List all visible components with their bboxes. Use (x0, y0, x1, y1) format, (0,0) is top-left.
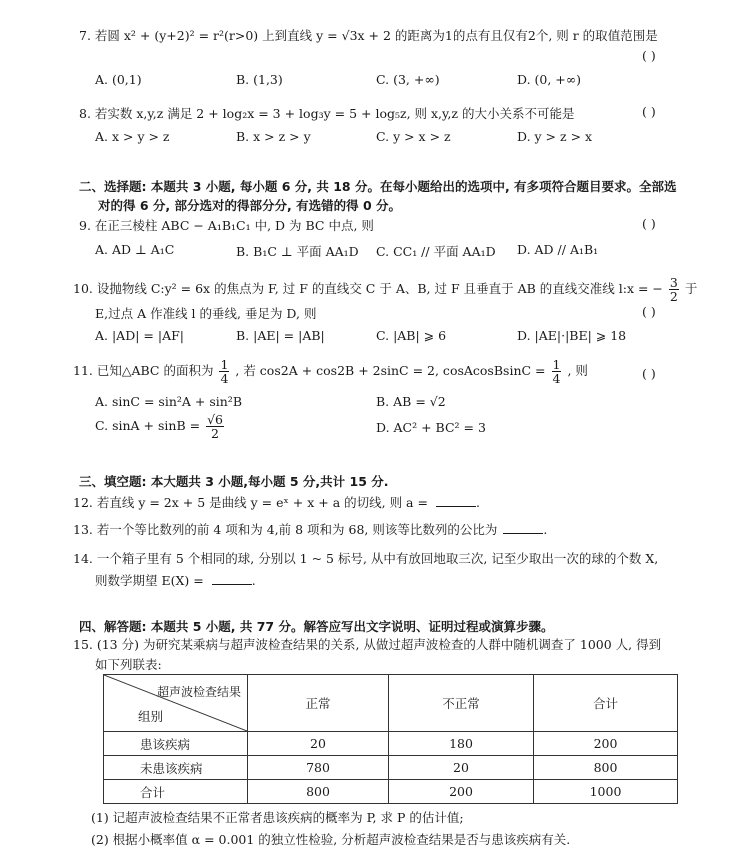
q11-frac1-num: 1 (220, 357, 229, 372)
q7-option-a: A. (0,1) (95, 72, 142, 87)
section-4-heading: 四、解答题: 本题共 5 小题, 共 77 分。解答应写出文字说明、证明过程或演算步骤。 (79, 619, 554, 634)
q10-stem-line2: E,过点 A 作准线 l 的垂线, 垂足为 D, 则 (95, 306, 317, 321)
section-3-heading: 三、填空题: 本大题共 3 小题,每小题 5 分,共计 15 分. (79, 474, 389, 489)
q11-frac2-den: 4 (552, 371, 561, 386)
q13-text: 13. 若一个等比数列的前 4 项和为 4,前 8 项和为 68, 则该等比数列的公比为 (73, 522, 498, 537)
table-cell: 未患该疾病 (104, 756, 248, 780)
q8-option-b: B. x > z > y (236, 129, 311, 144)
q11-option-a: A. sinC = sin²A + sin²B (95, 394, 243, 409)
table-header-row (104, 675, 678, 732)
table-header-cell: 合计 (534, 675, 678, 732)
q9-option-a: A. AD ⊥ A₁C (95, 242, 175, 257)
q10-answer-paren: ( ) (642, 304, 656, 319)
q9-stem: 9. 在正三棱柱 ABC − A₁B₁C₁ 中, D 为 BC 中点, 则 (79, 218, 374, 233)
q11-frac1-den: 4 (220, 371, 229, 386)
q11-fraction-area (219, 358, 229, 385)
q11-answer-paren: ( ) (642, 366, 656, 381)
table-cell: 20 (389, 756, 534, 780)
q11-option-b: B. AB = √2 (376, 394, 446, 409)
q11-option-c-fraction (206, 413, 224, 440)
q14-line1: 14. 一个箱子里有 5 个相同的球, 分别以 1 ~ 5 标号, 从中有放回地取三次, 记至少取出一次的球的个数 X, (73, 551, 659, 566)
q15-sub2: (2) 根据小概率值 α = 0.001 的独立性检验, 分析超声波检查结果是否与患该疾病有关. (91, 832, 571, 847)
section-2-heading-cont: 对的得 6 分, 部分选对的得部分分, 有选错的得 0 分。 (98, 198, 402, 213)
q11-stem-a: 11. 已知△ABC 的面积为 (73, 363, 214, 378)
q15-line1: 15. (13 分) 为研究某乘病与超声波检查结果的关系, 从做过超声波检查的人群中随机调查了 1000 人, 得到 (73, 637, 662, 652)
q8-option-a: A. x > y > z (95, 129, 170, 144)
table-corner-cell (104, 675, 248, 732)
table-cell: 合计 (104, 780, 248, 804)
q10-option-b: B. |AE| = |AB| (236, 328, 325, 343)
q9-option-b: B. B₁C ⊥ 平面 AA₁D (236, 244, 359, 259)
table-cell: 800 (534, 756, 678, 780)
q12-end: . (475, 495, 480, 510)
q11-option-c-num: √6 (207, 412, 223, 427)
q10-option-c: C. |AB| ⩾ 6 (376, 328, 447, 343)
q12-text: 12. 若直线 y = 2x + 5 是曲线 y = eˣ + x + a 的切线, 则 a = (73, 495, 428, 510)
section-2-heading: 二、选择题: 本题共 3 小题, 每小题 6 分, 共 18 分。在每小题给出的选项中, 有多项符合题目要求。全部选 (79, 179, 677, 194)
q8-option-c: C. y > x > z (376, 129, 451, 144)
q15-line2: 如下列联表: (95, 657, 162, 672)
table-cell: 患该疾病 (104, 732, 248, 756)
q7-option-d: D. (0, +∞) (517, 72, 582, 87)
table-cell: 780 (248, 756, 389, 780)
table-cell: 200 (389, 780, 534, 804)
q11-stem-b: , 若 cos2A + cos2B + 2sinC = 2, cosAcosBsinC = (235, 363, 546, 378)
q14-answer-blank[interactable] (212, 571, 252, 585)
table-header-cell: 正常 (248, 675, 389, 732)
q13-answer-blank[interactable] (503, 520, 543, 534)
q8-option-d: D. y > z > x (517, 129, 593, 144)
q11-option-c-den: 2 (211, 426, 219, 441)
table-cell: 1000 (534, 780, 678, 804)
q11-option-c (95, 413, 226, 440)
q11-option-c-text: C. sinA + sinB = (95, 418, 201, 433)
q10-stem-text: 10. 设抛物线 C:y² = 6x 的焦点为 F, 过 F 的直线交 C 于 A、B, 过 F 且垂直于 AB 的直线交准线 l:x = − (73, 281, 663, 296)
q8-stem: 8. 若实数 x,y,z 满足 2 + log₂x = 3 + log₃y = 5 + log₅z, 则 x,y,z 的大小关系不可能是 (79, 106, 575, 121)
q14-line2 (95, 571, 256, 589)
q7-answer-paren: ( ) (642, 48, 656, 63)
q10-fraction-den: 2 (669, 289, 678, 304)
q9-answer-paren: ( ) (642, 216, 656, 231)
table-cell: 200 (534, 732, 678, 756)
contingency-table (103, 674, 678, 804)
q9-option-c: C. CC₁ // 平面 AA₁D (376, 244, 496, 259)
table-row (104, 732, 678, 756)
table-row (104, 756, 678, 780)
q11-frac2-num: 1 (552, 357, 561, 372)
q14-line2-text: 则数学期望 E(X) = (95, 573, 204, 588)
q10-option-a: A. |AD| = |AF| (95, 328, 184, 343)
q9-option-d: D. AD // A₁B₁ (517, 242, 599, 257)
q10-fraction-num: 3 (669, 275, 678, 290)
q7-option-c: C. (3, +∞) (376, 72, 440, 87)
q8-answer-paren: ( ) (642, 104, 656, 119)
q10-stem-end: 于 (684, 281, 698, 296)
q12 (73, 493, 480, 511)
table-cell: 20 (248, 732, 389, 756)
q13 (73, 520, 547, 538)
q11-fraction-product (552, 358, 562, 385)
q13-end: . (543, 522, 548, 537)
table-cell: 800 (248, 780, 389, 804)
q10-stem (73, 276, 697, 303)
corner-top-label: 超声波检查结果 (156, 685, 241, 699)
q11-stem (73, 358, 588, 385)
corner-bottom-label: 组别 (138, 709, 164, 724)
q11-stem-c: , 则 (567, 363, 588, 378)
q11-option-d: D. AC² + BC² = 3 (376, 420, 486, 435)
q14-end: . (251, 573, 256, 588)
table-header-cell: 不正常 (389, 675, 534, 732)
q15-sub1: (1) 记超声波检查结果不正常者患该疾病的概率为 P, 求 P 的估计值; (91, 810, 464, 825)
table-row (104, 780, 678, 804)
table-cell: 180 (389, 732, 534, 756)
q10-fraction (669, 276, 679, 303)
q7-stem: 7. 若圆 x² + (y+2)² = r²(r>0) 上到直线 y = √3x + 2 的距离为1的点有且仅有2个, 则 r 的取值范围是 (79, 28, 658, 43)
q12-answer-blank[interactable] (436, 493, 476, 507)
q7-option-b: B. (1,3) (236, 72, 283, 87)
q10-option-d: D. |AE|·|BE| ⩾ 18 (517, 328, 627, 343)
